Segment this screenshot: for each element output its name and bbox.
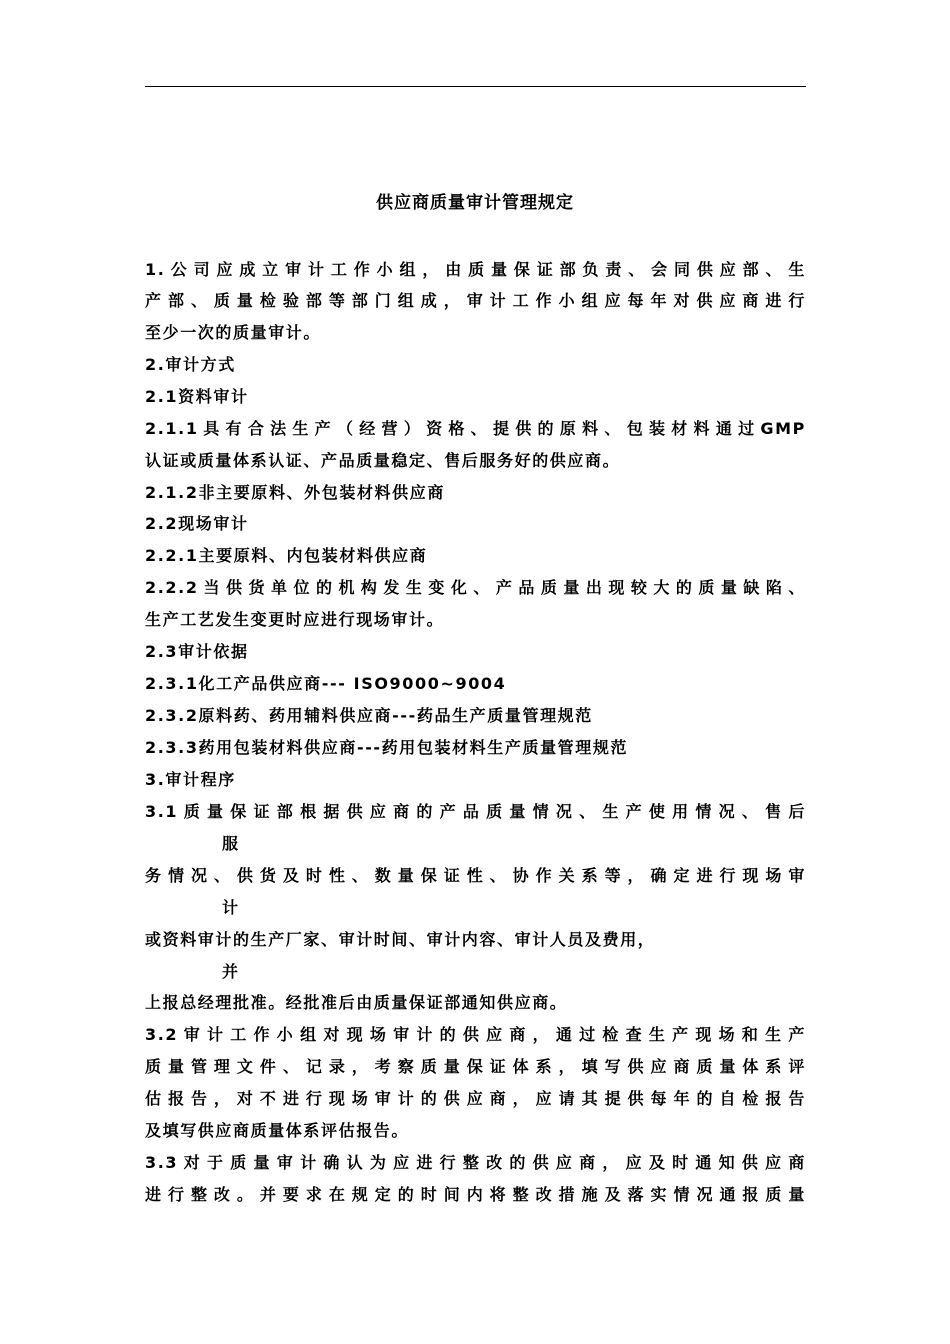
text-line: 至少一次的质量审计。 — [145, 323, 322, 342]
text-line: 服 — [222, 834, 240, 853]
text-line: 2.2.2当供货单位的机构发生变化、产品质量出现较大的质量缺陷、 — [145, 578, 806, 597]
text-line: 3.1质量保证部根据供应商的产品质量情况、生产使用情况、售后 — [145, 802, 806, 821]
text-line: 2.1.1具有合法生产（经营）资格、提供的原料、包装材料通过GMP — [145, 419, 806, 438]
section-heading: 2.1资料审计 — [145, 387, 249, 406]
text-line: 产部、质量检验部等部门组成，审计工作小组应每年对供应商进行 — [145, 291, 806, 310]
section-heading: 2.2现场审计 — [145, 514, 249, 533]
document-title: 供应商质量审计管理规定 — [376, 193, 574, 213]
text-line: 计 — [222, 898, 240, 917]
section-heading: 3.审计程序 — [145, 770, 236, 789]
text-line: 上报总经理批准。经批准后由质量保证部通知供应商。 — [145, 993, 568, 1012]
text-line: 1.公司应成立审计工作小组，由质量保证部负责、会同供应部、生 — [145, 260, 806, 279]
text-line: 生产工艺发生变更时应进行现场审计。 — [145, 610, 445, 629]
text-line: 估报告，对不进行现场审计的供应商，应请其提供每年的自检报告 — [145, 1089, 806, 1108]
text-line: 3.3对于质量审计确认为应进行整改的供应商，应及时通知供应商 — [145, 1153, 806, 1172]
text-line: 进行整改。并要求在规定的时间内将整改措施及落实情况通报质量 — [145, 1185, 806, 1204]
text-line: 2.2.1主要原料、内包装材料供应商 — [145, 546, 428, 565]
text-line: 2.3.3药用包装材料供应商---药用包装材料生产质量管理规范 — [145, 738, 629, 757]
text-line: 质量管理文件、记录，考察质量保证体系，填写供应商质量体系评 — [145, 1057, 806, 1076]
section-heading: 2.审计方式 — [145, 355, 236, 374]
text-line: 2.3.2原料药、药用辅料供应商---药品生产质量管理规范 — [145, 706, 593, 725]
text-line: 2.1.2非主要原料、外包装材料供应商 — [145, 483, 445, 502]
text-line: 2.3.1化工产品供应商--- ISO9000~9004 — [145, 674, 507, 693]
header-rule — [145, 86, 806, 87]
text-line: 或资料审计的生产厂家、审计时间、审计内容、审计人员及费用， — [145, 930, 656, 949]
text-line: 3.2审计工作小组对现场审计的供应商，通过检查生产现场和生产 — [145, 1025, 806, 1044]
text-line: 并 — [222, 962, 240, 981]
text-line: 认证或质量体系认证、产品质量稳定、售后服务好的供应商。 — [145, 451, 621, 470]
text-line: 务情况、供货及时性、数量保证性、协作关系等，确定进行现场审 — [145, 866, 806, 885]
section-heading: 2.3审计依据 — [145, 642, 249, 661]
text-line: 及填写供应商质量体系评估报告。 — [145, 1121, 410, 1140]
